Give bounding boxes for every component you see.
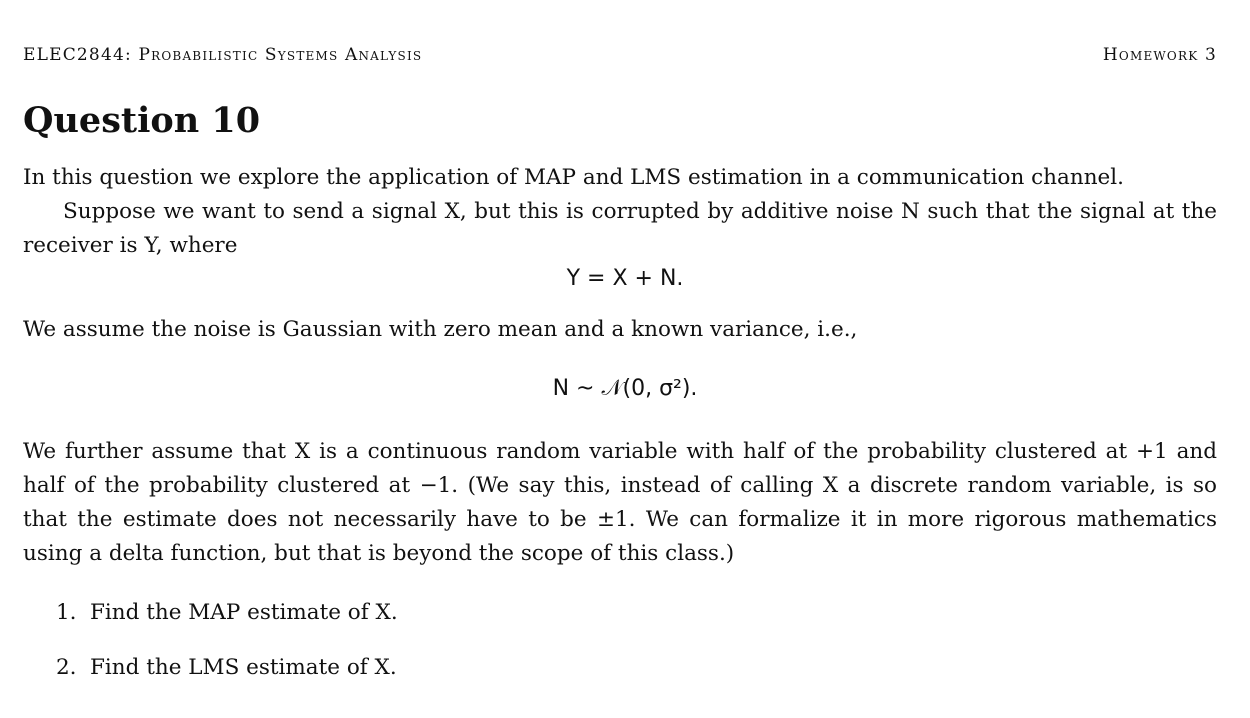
setup-paragraph: Suppose we want to send a signal X, but this is corrupted by additive noise N such that the signal at the receiver is Y, where <box>23 199 1217 258</box>
noise-distribution-equation: N ~ 𝒩(0, σ²). <box>552 376 698 401</box>
course-header: ELEC2844: Probabilistic Systems Analysis <box>23 45 423 65</box>
task-number: 1. <box>56 600 77 625</box>
channel-equation: Y = X + N. <box>566 266 684 291</box>
question-title: Question 10 <box>23 100 261 141</box>
prior-paragraph: We further assume that X is a continuous random variable with half of the probability clustered at +1 and half of the probability clustered at −1. (We say this, instead of calling X a discrete random variable, is so that the estimate does not necessarily have to be ±1. We can formalize it in more rigorous mathematics using a delta function, but that is beyond the scope of this class.) <box>23 439 1217 566</box>
assignment-header: Homework 3 <box>1102 45 1217 65</box>
task-text: Find the MAP estimate of X. <box>90 600 398 625</box>
task-number: 2. <box>56 655 77 680</box>
task-item <box>56 655 397 680</box>
noise-paragraph: We assume the noise is Gaussian with zero mean and a known variance, i.e., <box>23 317 858 342</box>
task-item <box>56 600 398 625</box>
task-text: Find the LMS estimate of X. <box>90 655 397 680</box>
intro-paragraph: In this question we explore the application of MAP and LMS estimation in a communication channel. <box>23 165 1124 190</box>
